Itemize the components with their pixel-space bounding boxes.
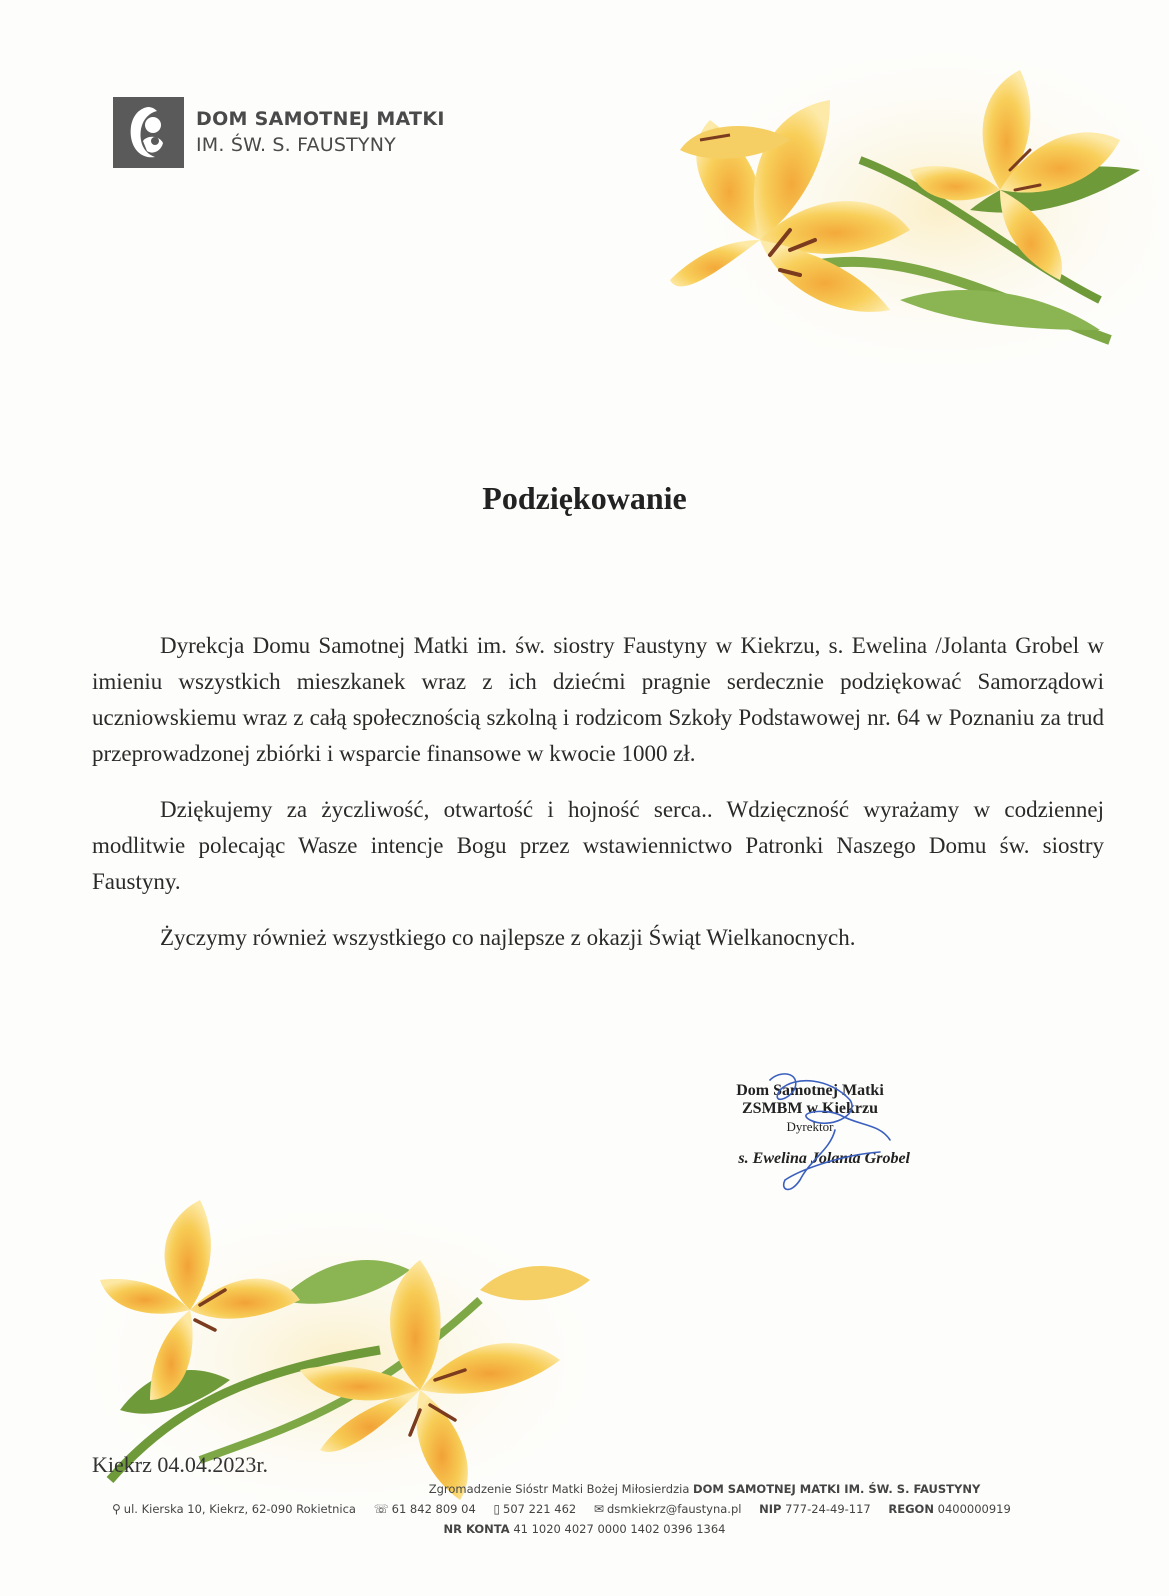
paragraph-thanks: Dyrekcja Domu Samotnej Matki im. św. siostry Faustyny w Kiekrzu, s. Ewelina /Jolanta Grobel w imieniu wszystkich mieszkanek wraz z ich dziećmi pragnie serdecznie podziękować Samorządowi uczniowskiemu wraz z całą społecznością szkolną i rodzicom Szkoły Podstawowej nr. 64 w Poznaniu za trud przeprowadzonej zbiórki i wsparcie finansowe w kwocie 1000 zł. <box>92 633 1104 766</box>
footer-congregation: Zgromadzenie Sióstr Matki Bożej Miłosierdzia <box>428 1482 690 1496</box>
document-title: Podziękowanie <box>482 480 687 516</box>
footer-email-item <box>594 1502 742 1516</box>
footer-regon-item <box>888 1502 1010 1516</box>
madonna-logo-icon <box>113 97 184 168</box>
footer-congregation-line <box>120 1482 1169 1496</box>
stamp-signer: s. Ewelina Jolanta Grobel <box>738 1150 910 1167</box>
place-and-date: Kiekrz 04.04.2023r. <box>92 1452 268 1477</box>
organization-logo <box>113 97 184 168</box>
letter-body <box>92 628 1104 976</box>
official-stamp <box>700 1082 920 1168</box>
footer-regon: 0400000919 <box>937 1502 1011 1516</box>
organization-name <box>196 106 445 158</box>
footer-nip-item <box>759 1502 871 1516</box>
footer-nip: 777-24-49-117 <box>785 1502 871 1516</box>
footer-phone: 61 842 809 04 <box>391 1502 476 1516</box>
footer-house: DOM SAMOTNEJ MATKI IM. ŚW. S. FAUSTYNY <box>693 1482 981 1496</box>
paragraph-gratitude: Dziękujemy za życzliwość, otwartość i hojność serca.. Wdzięczność wyrażamy w codziennej modlitwie polecając Wasze intencje Bogu przez wstawiennictwo Patronki Naszego Domu św. siostry Faustyny. <box>92 797 1104 894</box>
stamp-line2: ZSMBM w Kiekrzu <box>742 1100 878 1117</box>
footer-account-line <box>0 1522 1169 1536</box>
mobile-phone-icon: ▯ <box>493 1502 501 1516</box>
footer-nip-label: NIP <box>759 1502 782 1516</box>
footer-mobile: 507 221 462 <box>503 1502 577 1516</box>
envelope-icon: ✉ <box>593 1502 604 1516</box>
footer-mobile-item <box>493 1502 576 1516</box>
footer-address: ul. Kierska 10, Kiekrz, 62-090 Rokietnica <box>123 1502 356 1516</box>
footer-regon-label: REGON <box>888 1502 934 1516</box>
footer-contact-line <box>112 1502 1169 1516</box>
org-name-line2: IM. ŚW. S. FAUSTYNY <box>196 134 396 156</box>
stamp-line3: Dyrektor <box>786 1119 834 1134</box>
paragraph-wishes: Życzymy również wszystkiego co najlepsze z okazji Świąt Wielkanocnych. <box>160 925 856 950</box>
phone-icon: ☏ <box>373 1502 389 1516</box>
footer-email: dsmkiekrz@faustyna.pl <box>606 1502 742 1516</box>
footer-account: 41 1020 4027 0000 1402 0396 1364 <box>513 1522 726 1536</box>
footer-address-item <box>112 1502 356 1516</box>
lily-flowers-top-decoration <box>640 40 1160 380</box>
footer-phone-item <box>374 1502 476 1516</box>
org-name-line1: DOM SAMOTNEJ MATKI <box>196 108 445 130</box>
footer-account-label: NR KONTA <box>443 1522 510 1536</box>
location-pin-icon: ⚲ <box>112 1502 121 1516</box>
stamp-line1: Dom Samotnej Matki <box>736 1082 884 1099</box>
